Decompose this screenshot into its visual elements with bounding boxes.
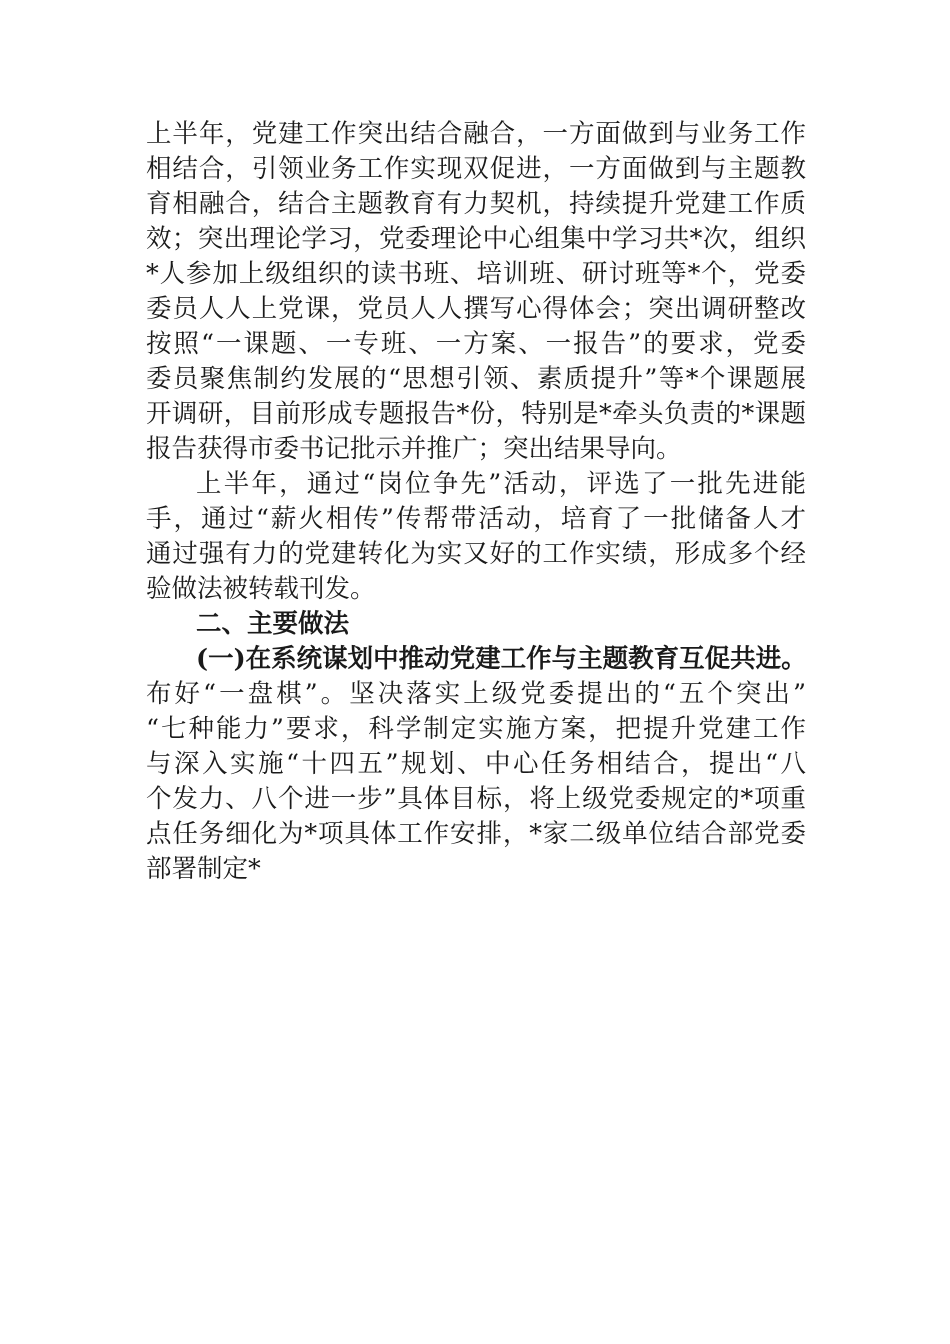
paragraph-line: 点任务细化为*项具体工作安排，*家二级单位结合部党委 bbox=[146, 819, 806, 849]
paragraph-line: 按照“一课题、一专班、一方案、一报告”的要求，党委 bbox=[146, 329, 806, 359]
paragraph-line: 相结合，引领业务工作实现双促进，一方面做到与主题教 bbox=[146, 154, 806, 184]
paragraph-line: 个发力、八个进一步”具体目标，将上级党委规定的*项重 bbox=[146, 784, 806, 814]
paragraph-line: 上半年，党建工作突出结合融合，一方面做到与业务工作 bbox=[146, 119, 806, 149]
paragraph-line: 委员人人上党课，党员人人撰写心得体会；突出调研整改 bbox=[146, 294, 806, 324]
paragraph-line: “七种能力”要求，科学制定实施方案，把提升党建工作 bbox=[146, 714, 806, 744]
paragraph-line: 开调研，目前形成专题报告*份，特别是*牵头负责的*课题 bbox=[146, 399, 806, 429]
paragraph-line: 上半年，通过“岗位争先”活动，评选了一批先进能 bbox=[196, 469, 806, 499]
paragraph-line: 委员聚焦制约发展的“思想引领、素质提升”等*个课题展 bbox=[146, 364, 806, 394]
paragraph-line: *人参加上级组织的读书班、培训班、研讨班等*个，党委 bbox=[146, 259, 806, 289]
paragraph-line: 效；突出理论学习，党委理论中心组集中学习共*次，组织 bbox=[146, 224, 806, 254]
paragraph-line: 与深入实施“十四五”规划、中心任务相结合，提出“八 bbox=[146, 749, 806, 779]
paragraph-line: 布好“一盘棋”。坚决落实上级党委提出的“五个突出” bbox=[146, 679, 806, 709]
paragraph-line: 手，通过“薪火相传”传帮带活动，培育了一批储备人才 bbox=[146, 504, 806, 534]
paragraph-line: 部署制定* bbox=[146, 854, 261, 884]
subsection-heading: (一)在系统谋划中推动党建工作与主题教育互促共进。 bbox=[196, 644, 807, 674]
section-heading: 二、主要做法 bbox=[196, 609, 350, 639]
paragraph-line: 通过强有力的党建转化为实又好的工作实绩，形成多个经 bbox=[146, 539, 806, 569]
paragraph-line: 报告获得市委书记批示并推广；突出结果导向。 bbox=[146, 434, 682, 464]
paragraph-line: 育相融合，结合主题教育有力契机，持续提升党建工作质 bbox=[146, 189, 806, 219]
paragraph-line: 验做法被转载刊发。 bbox=[146, 574, 376, 604]
